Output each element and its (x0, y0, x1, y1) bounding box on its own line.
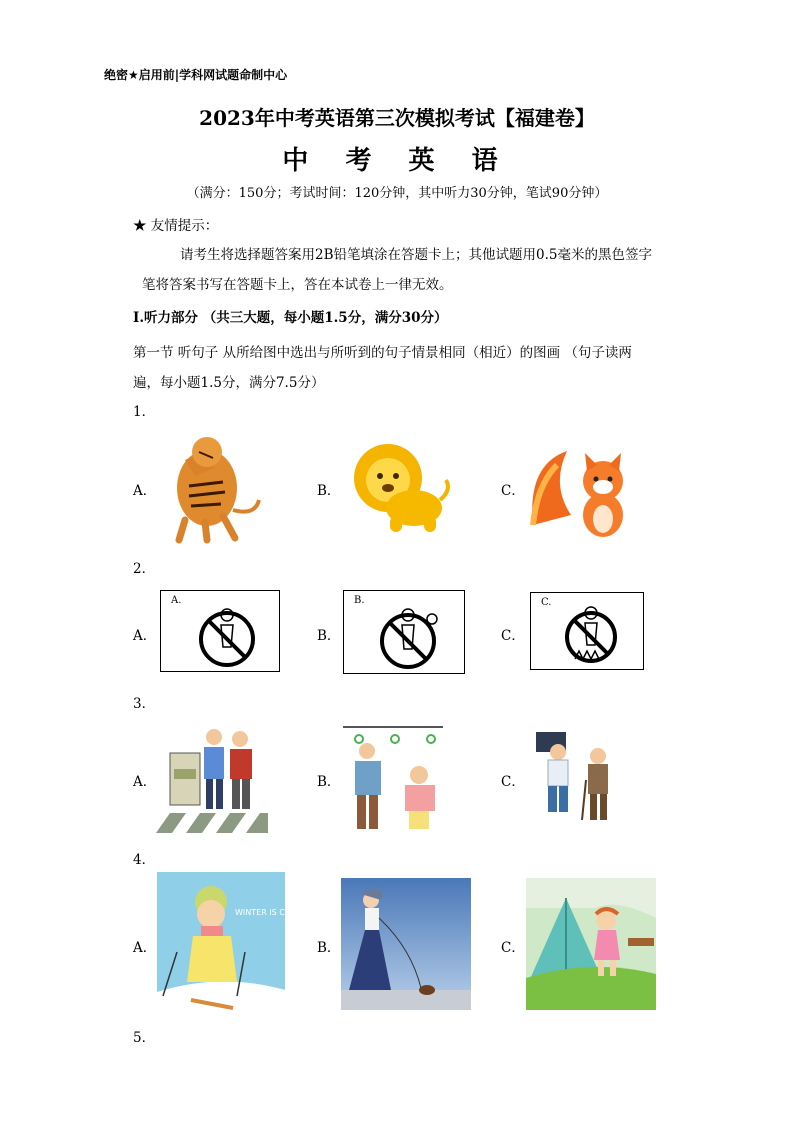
option-label: C． (501, 774, 525, 790)
header-note: 绝密★启用前|学科网试题命制中心 (104, 68, 288, 82)
tip-line-1: 请考生将选择题答案用2B铅笔填涂在答题卡上；其他试题用0.5毫米的黑色签字 (180, 247, 652, 263)
subsection-line-2: 遍，每小题1.5分，满分7.5分） (133, 375, 325, 391)
section-title: I.听力部分 （共三大题，每小题1.5分，满分30分） (133, 310, 448, 326)
option-label: C． (501, 940, 525, 956)
exam-title: 2023年中考英语第三次模拟考试【福建卷】 (199, 106, 595, 130)
box-tag: C. (541, 597, 552, 608)
question-number: 4． (133, 852, 156, 868)
score-info: （满分：150分；考试时间：120分钟，其中听力30分钟，笔试90分钟） (186, 186, 608, 201)
lion-image[interactable] (348, 438, 456, 534)
tip-body (142, 240, 674, 300)
tip-heading: ★ 友情提示： (133, 218, 219, 234)
subsection-instructions (133, 338, 673, 398)
option-label: A． (133, 940, 157, 956)
giving-seat-on-bus-image[interactable] (343, 723, 443, 833)
box-tag: B. (354, 595, 365, 606)
option-label: A． (133, 483, 157, 499)
option-label: B． (317, 483, 341, 499)
subsection-line-1: 第一节 听句子 从所给图中选出与所听到的句子情景相同（相近）的图画 （句子读两 (133, 345, 632, 361)
tip-line-2: 笔将答案书写在答题卡上，答在本试卷上一律无效。 (142, 277, 453, 293)
option-label: B． (317, 774, 341, 790)
helping-elderly-cross-street-image[interactable] (156, 723, 268, 835)
option-label: A． (133, 628, 157, 644)
poster-text: WINTER IS COM (235, 908, 299, 917)
no-littering-sign-icon (161, 591, 279, 671)
sign-picture-b[interactable] (343, 590, 465, 674)
skiing-girl-image[interactable] (157, 872, 299, 1014)
skier-illustration-icon (157, 872, 285, 1014)
option-label: B． (317, 940, 341, 956)
sign-picture-c[interactable] (530, 592, 644, 670)
sign-picture-a[interactable] (160, 590, 280, 672)
tiger-image[interactable] (155, 430, 267, 542)
camping-tent-image[interactable] (526, 878, 656, 1010)
keep-off-grass-sign-icon (531, 593, 643, 669)
question-number: 1． (133, 404, 156, 420)
question-number: 5． (133, 1030, 156, 1046)
option-label: C． (501, 628, 525, 644)
option-label: A． (133, 774, 157, 790)
question-number: 3． (133, 696, 156, 712)
woman-walking-dog-icon (341, 878, 471, 1010)
no-picking-flowers-sign-icon (344, 591, 464, 673)
option-label: C． (501, 483, 525, 499)
carrying-box-image[interactable] (528, 730, 624, 826)
exam-subtitle: 中 考 英 语 (282, 146, 512, 176)
walking-dog-image[interactable] (341, 878, 471, 1010)
question-number: 2． (133, 561, 156, 577)
option-label: B． (317, 628, 341, 644)
fox-image[interactable] (527, 445, 637, 537)
girl-with-tent-icon (526, 878, 656, 1010)
box-tag: A. (171, 595, 182, 606)
